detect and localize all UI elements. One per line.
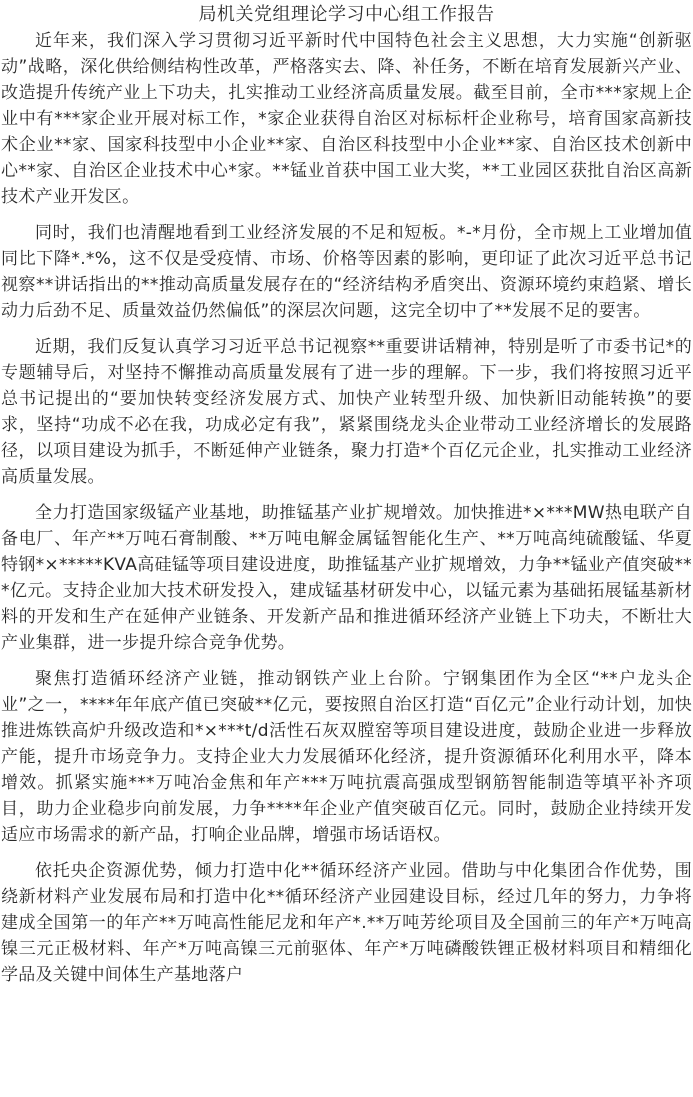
paragraph-6: 依托央企资源优势，倾力打造中化**循环经济产业园。借助与中化集团合作优势，围绕新材料产业发展布局和打造中化**循环经济产业园建设目标，经过几年的努力，力争将建成全国第一的年产**万吨高性能尼龙和年产*.**万吨芳纶项目及全国前三的年产*万吨高镍三元正极材料、年产*万吨高镍三元前驱体、年产*万吨磷酸铁锂正极材料项目和精细化学品及关键中间体生产基地落户 [1,861,692,985]
paragraph-1: 近年来，我们深入学习贯彻习近平新时代中国特色社会主义思想，大力实施“创新驱动”战略，深化供给侧结构性改革，严格落实去、降、补任务，不断在培育发展新兴产业、改造提升传统产业上下功夫，扎实推动工业经济高质量发展。截至目前，全市***家规上企业中有***家企业开展对标工作，*家企业获得自治区对标标杆企业称号，培育国家高新技术企业**家、国家科技型中小企业**家、自治区科技型中小企业**家、自治区技术创新中心**家、自治区企业技术中心*家。**锰业首获中国工业大奖，**工业园区获批自治区高新技术产业开发区。 [1,31,692,207]
paragraph-5: 聚焦打造循环经济产业链，推动钢铁产业上台阶。宁钢集团作为全区“**户龙头企业”之一，****年年底产值已突破**亿元，要按照自治区打造“百亿元”企业行动计划，加快推进炼铁高炉升级改造和*×***t/d活性石灰双膛窑等项目建设进度，鼓励企业进一步释放产能，提升市场竞争力。支持企业大力发展循环化经济，提升资源循环化利用水平，降本增效。抓紧实施***万吨冶金焦和年产***万吨抗震高强成型钢筋智能制造等填平补齐项目，助力企业稳步向前发展，力争****年企业产值突破百亿元。同时，鼓励企业持续开发适应市场需求的新产品，打响企业品牌，增强市场话语权。 [1,669,692,845]
document-title: 局机关党组理论学习中心组工作报告 [198,4,495,25]
paragraph-4: 全力打造国家级锰产业基地，助推锰基产业扩规增效。加快推进*×***MW热电联产自备电厂、年产**万吨石膏制酸、**万吨电解金属锰智能化生产、**万吨高纯硫酸锰、华夏特钢*×*****KVA高硅锰等项目建设进度，助推锰基产业扩规增效，力争**锰业产值突破***亿元。支持企业加大技术研发投入，建成锰基材研发中心，以锰元素为基础拓展锰基新材料的开发和生产在延伸产业链条、开发新产品和推进循环经济产业链上下功夫，不断壮大产业集群，进一步提升综合竞争优势。 [1,503,692,653]
paragraph-2: 同时，我们也清醒地看到工业经济发展的不足和短板。*-*月份，全市规上工业增加值同比下降*.*%，这不仅是受疫情、市场、价格等因素的影响，更印证了此次习近平总书记视察**讲话指出的**推动高质量发展存在的“经济结构矛盾突出、资源环境约束趋紧、增长动力后劲不足、质量效益仍然偏低”的深层次问题，这完全切中了**发展不足的要害。 [1,223,692,321]
paragraph-3: 近期，我们反复认真学习习近平总书记视察**重要讲话精神，特别是听了市委书记*的专题辅导后，对坚持不懈推动高质量发展有了进一步的理解。下一步，我们将按照习近平总书记提出的“要加快转变经济发展方式、加快产业转型升级、加快新旧动能转换”的要求，坚持“功成不必在我，功成必定有我”，紧紧围绕龙头企业带动工业经济增长的发展路径，以项目建设为抓手，不断延伸产业链条，聚力打造*个百亿元企业，扎实推动工业经济高质量发展。 [1,337,692,487]
